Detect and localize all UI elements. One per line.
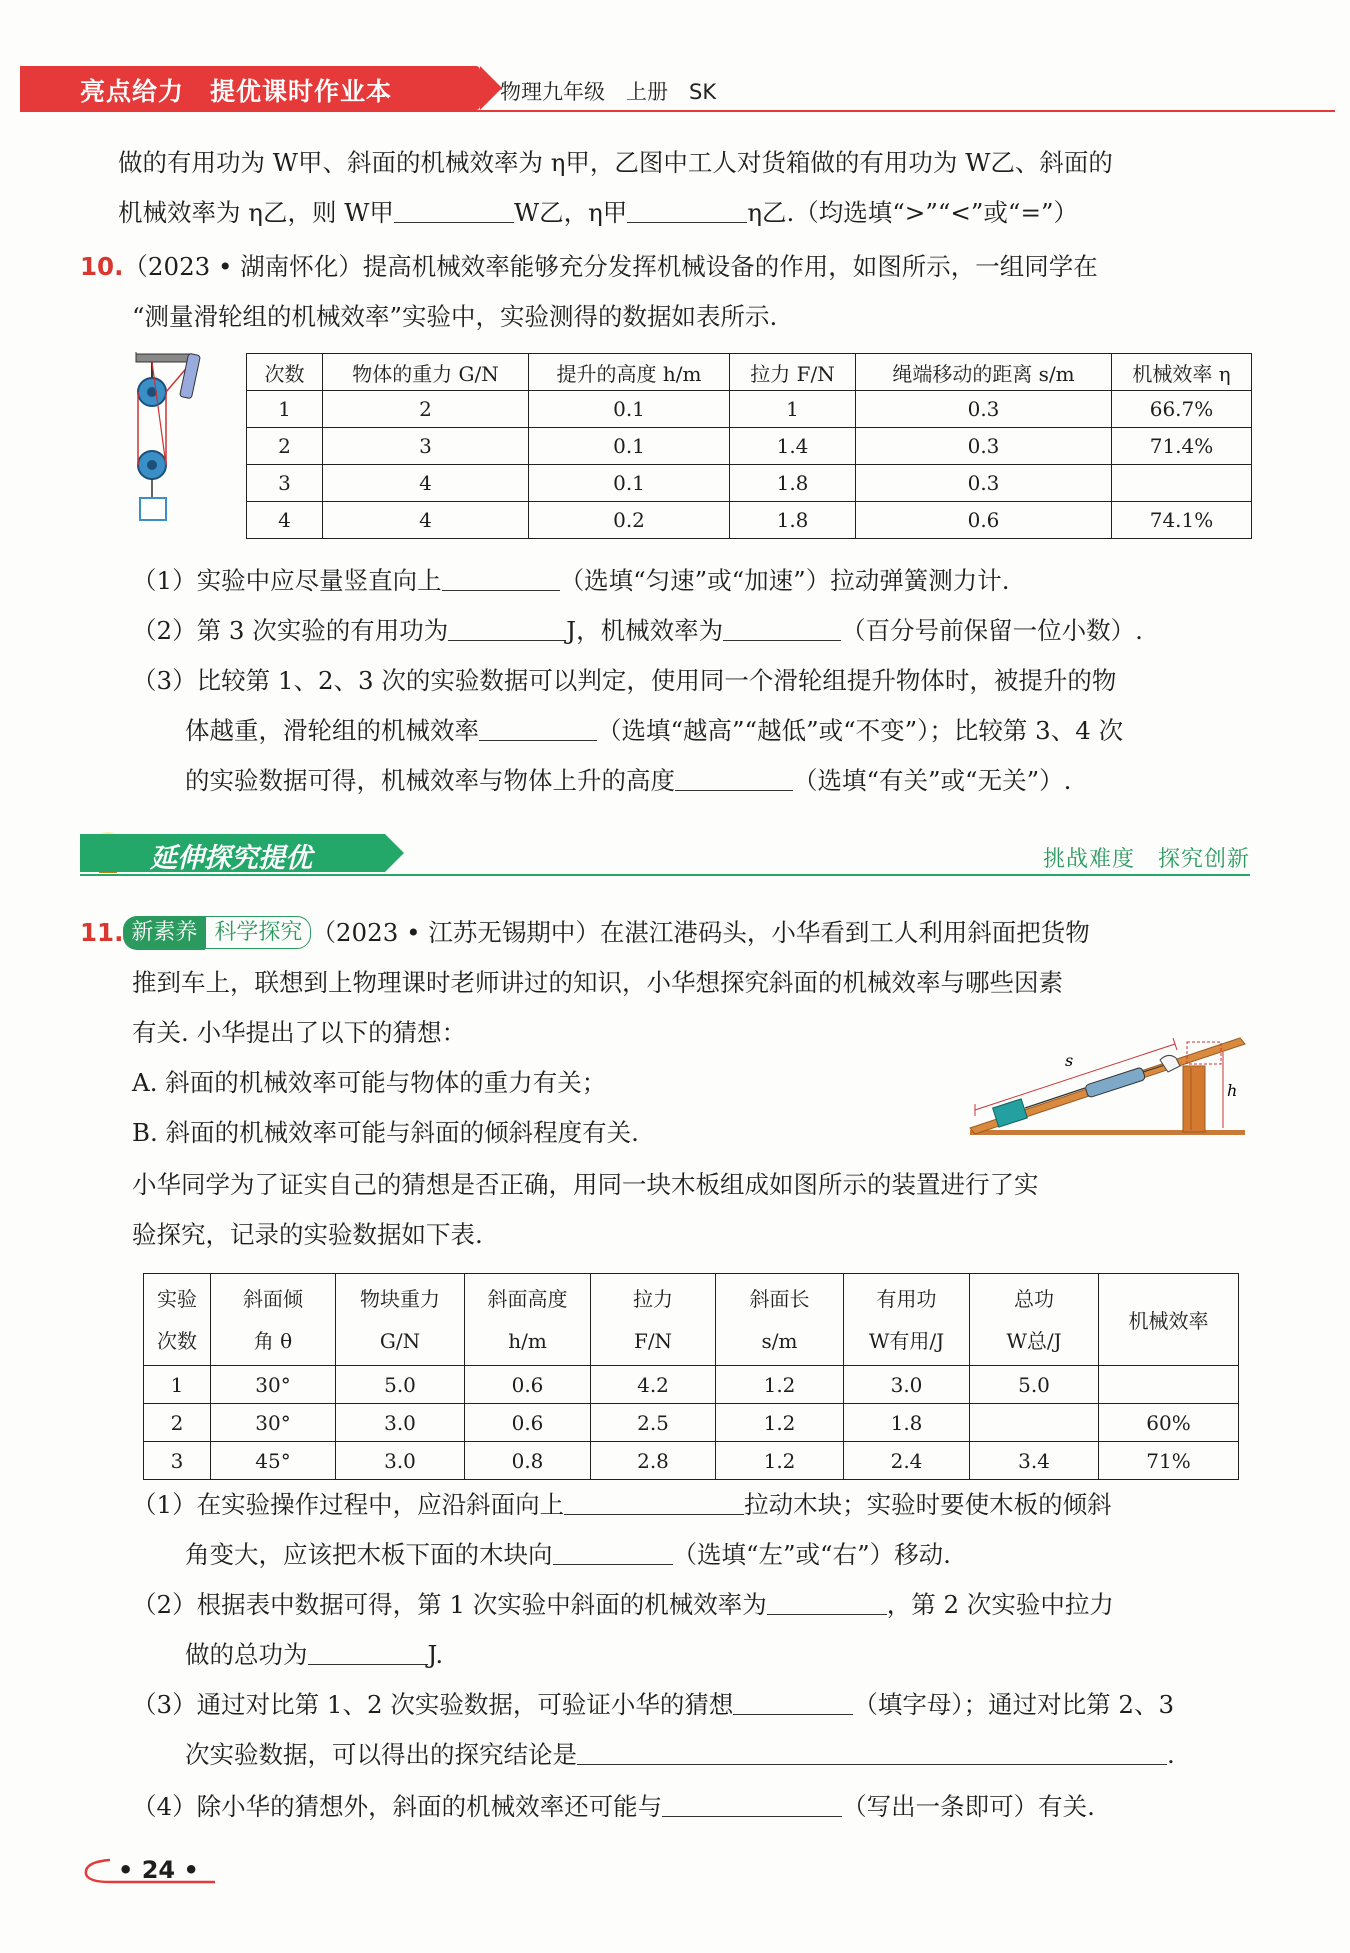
answer-blank[interactable] xyxy=(675,762,793,791)
guess-a: A. 斜面的机械效率可能与物体的重力有关； xyxy=(132,1068,607,1097)
book-brand: 亮点给力 提优课时作业本 xyxy=(80,77,393,106)
table-cell: 2.8 xyxy=(591,1442,716,1480)
question-number: 11. xyxy=(80,918,124,947)
table-cell: 4 xyxy=(323,502,529,539)
column-header: 拉力 F/N xyxy=(730,354,856,391)
table-cell: 30° xyxy=(211,1366,336,1404)
page-number: • 24 • xyxy=(118,1856,199,1884)
column-header: 次数 xyxy=(247,354,323,391)
table-cell: 2 xyxy=(247,428,323,465)
column-header: 有用功 W有用/J xyxy=(844,1274,970,1366)
header-rule xyxy=(20,110,1335,112)
q11-part2-line2: 做的总功为 J. xyxy=(185,1630,443,1680)
answer-blank[interactable] xyxy=(308,1636,428,1665)
table-cell: 1 xyxy=(144,1366,211,1404)
table-cell: 0.6 xyxy=(465,1404,591,1442)
column-header: 总功 W总/J xyxy=(970,1274,1099,1366)
table-cell: 0.1 xyxy=(529,391,730,428)
q11-line4: 小华同学为了证实自己的猜想是否正确，用同一块木板组成如图所示的装置进行了实 xyxy=(132,1170,1039,1199)
answer-blank[interactable] xyxy=(733,1686,853,1715)
q10-line1: 10.（2023 • 湖南怀化）提高机械效率能够充分发挥机械设备的作用，如图所示，一组同学在 xyxy=(80,252,1098,281)
table-row xyxy=(247,391,1252,428)
column-header: 拉力 F/N xyxy=(591,1274,716,1366)
pulley-data-table xyxy=(246,353,1252,539)
column-header: 绳端移动的距离 s/m xyxy=(856,354,1112,391)
q10-part1: （1）实验中应尽量竖直向上 （选填“匀速”或“加速”）拉动弹簧测力计. xyxy=(132,556,1009,606)
science-inquiry-badge: 科学探究 xyxy=(205,916,311,949)
table-cell: 3 xyxy=(247,465,323,502)
q9-line1: 做的有用功为 W甲、斜面的机械效率为 η甲，乙图中工人对货箱做的有用功为 W乙、斜面的 xyxy=(118,148,1113,177)
table-row xyxy=(144,1366,1239,1404)
q11-part1-line1: （1）在实验操作过程中，应沿斜面向上 拉动木块；实验时要使木板的倾斜 xyxy=(132,1480,1112,1530)
answer-blank[interactable] xyxy=(577,1736,1167,1765)
table-cell: 1 xyxy=(247,391,323,428)
table-cell: 45° xyxy=(211,1442,336,1480)
table-cell-blank[interactable] xyxy=(970,1404,1099,1442)
table-cell-blank[interactable] xyxy=(1099,1366,1239,1404)
table-cell: 0.3 xyxy=(856,465,1112,502)
table-cell: 60% xyxy=(1099,1404,1239,1442)
q11-line1: 11. 新素养 科学探究 （2023 • 江苏无锡期中）在湛江港码头，小华看到工人利用斜面把货物 xyxy=(80,908,1090,958)
book-subject: 物理九年级 上册 SK xyxy=(500,80,717,104)
table-cell: 0.6 xyxy=(465,1366,591,1404)
table-cell: 0.6 xyxy=(856,502,1112,539)
q11-part3-line2: 次实验数据，可以得出的探究结论是 . xyxy=(185,1730,1175,1780)
table-cell: 30° xyxy=(211,1404,336,1442)
section-subtitle: 挑战难度 探究创新 xyxy=(1042,847,1250,872)
table-cell: 3 xyxy=(323,428,529,465)
table-cell: 1.4 xyxy=(730,428,856,465)
column-header: 物块重力 G/N xyxy=(336,1274,465,1366)
q10-part3-line2: 体越重，滑轮组的机械效率 （选填“越高”“越低”或“不变”）；比较第 3、4 次 xyxy=(185,706,1123,756)
table-cell-blank[interactable] xyxy=(1112,465,1252,502)
table-cell: 71% xyxy=(1099,1442,1239,1480)
table-cell: 1 xyxy=(730,391,856,428)
table-cell: 1.8 xyxy=(730,502,856,539)
column-header: 实验 次数 xyxy=(144,1274,211,1366)
answer-blank[interactable] xyxy=(394,194,514,223)
q10-part3-line1: （3）比较第 1、2、3 次的实验数据可以判定，使用同一个滑轮组提升物体时，被提升的物 xyxy=(132,666,1117,695)
table-cell: 3.0 xyxy=(336,1404,465,1442)
answer-blank[interactable] xyxy=(479,712,597,741)
table-cell: 5.0 xyxy=(336,1366,465,1404)
table-row xyxy=(247,428,1252,465)
section-title: 延伸探究提优 xyxy=(150,843,312,874)
q10-part3-line3: 的实验数据可得，机械效率与物体上升的高度 （选填“有关”或“无关”）. xyxy=(185,756,1071,806)
table-cell: 5.0 xyxy=(970,1366,1099,1404)
answer-blank[interactable] xyxy=(723,612,841,641)
table-cell: 2 xyxy=(323,391,529,428)
length-label-s: s xyxy=(1065,1051,1074,1070)
q10-part2: （2）第 3 次实验的有用功为 J，机械效率为 （百分号前保留一位小数）. xyxy=(132,606,1143,656)
answer-blank[interactable] xyxy=(553,1536,673,1565)
q11-line3: 有关. 小华提出了以下的猜想： xyxy=(132,1018,467,1047)
answer-blank[interactable] xyxy=(767,1586,887,1615)
table-cell: 66.7% xyxy=(1112,391,1252,428)
table-cell: 4 xyxy=(323,465,529,502)
q11-part3-line1: （3）通过对比第 1、2 次实验数据，可验证小华的猜想 （填字母）；通过对比第 2、3 xyxy=(132,1680,1174,1730)
column-header: 机械效率 η xyxy=(1112,354,1252,391)
table-cell: 0.1 xyxy=(529,428,730,465)
q10-line2: “测量滑轮组的机械效率”实验中，实验测得的数据如表所示. xyxy=(132,302,778,331)
question-number: 10. xyxy=(80,252,124,281)
table-cell: 4 xyxy=(247,502,323,539)
column-header: 斜面倾 角 θ xyxy=(211,1274,336,1366)
column-header: 斜面长 s/m xyxy=(716,1274,844,1366)
q11-line5: 验探究，记录的实验数据如下表. xyxy=(132,1220,483,1249)
table-cell: 0.3 xyxy=(856,391,1112,428)
table-cell: 0.3 xyxy=(856,428,1112,465)
table-cell: 0.8 xyxy=(465,1442,591,1480)
table-header-row xyxy=(247,354,1252,391)
table-row xyxy=(144,1404,1239,1442)
section-rule xyxy=(80,874,1250,876)
answer-blank[interactable] xyxy=(564,1486,744,1515)
table-cell: 71.4% xyxy=(1112,428,1252,465)
q11-part1-line2: 角变大，应该把木板下面的木块向 （选填“左”或“右”）移动. xyxy=(185,1530,951,1580)
table-cell: 3.4 xyxy=(970,1442,1099,1480)
column-header: 机械效率 xyxy=(1099,1274,1239,1366)
table-cell: 1.2 xyxy=(716,1442,844,1480)
answer-blank[interactable] xyxy=(448,612,566,641)
table-cell: 1.8 xyxy=(844,1404,970,1442)
table-cell: 1.8 xyxy=(730,465,856,502)
answer-blank[interactable] xyxy=(662,1788,842,1817)
q11-line2: 推到车上，联想到上物理课时老师讲过的知识，小华想探究斜面的机械效率与哪些因素 xyxy=(132,968,1063,997)
table-cell: 0.2 xyxy=(529,502,730,539)
table-cell: 1.2 xyxy=(716,1404,844,1442)
table-cell: 4.2 xyxy=(591,1366,716,1404)
new-literacy-badge: 新素养 xyxy=(123,916,205,950)
height-label-h: h xyxy=(1227,1081,1238,1100)
table-row xyxy=(144,1442,1239,1480)
incline-data-table xyxy=(143,1273,1239,1480)
table-header-row xyxy=(144,1274,1239,1366)
guess-b: B. 斜面的机械效率可能与斜面的倾斜程度有关. xyxy=(132,1118,639,1147)
table-cell: 2.5 xyxy=(591,1404,716,1442)
table-cell: 0.1 xyxy=(529,465,730,502)
pulley-system-figure xyxy=(128,350,213,530)
column-header: 斜面高度 h/m xyxy=(465,1274,591,1366)
table-cell: 2.4 xyxy=(844,1442,970,1480)
table-row xyxy=(247,465,1252,502)
incline-setup-figure xyxy=(955,1030,1255,1140)
table-cell: 3 xyxy=(144,1442,211,1480)
table-cell: 3.0 xyxy=(336,1442,465,1480)
table-cell: 3.0 xyxy=(844,1366,970,1404)
q11-part2-line1: （2）根据表中数据可得，第 1 次实验中斜面的机械效率为 ，第 2 次实验中拉力 xyxy=(132,1580,1114,1630)
q9-line2: 机械效率为 η乙，则 W甲 W乙，η甲 η乙.（均选填“>”“<”或“=”） xyxy=(118,188,1078,238)
answer-blank[interactable] xyxy=(627,194,747,223)
table-cell: 74.1% xyxy=(1112,502,1252,539)
q11-part4: （4）除小华的猜想外，斜面的机械效率还可能与 （写出一条即可）有关. xyxy=(132,1782,1095,1832)
answer-blank[interactable] xyxy=(442,562,560,591)
table-cell: 2 xyxy=(144,1404,211,1442)
column-header: 提升的高度 h/m xyxy=(529,354,730,391)
column-header: 物体的重力 G/N xyxy=(323,354,529,391)
table-row xyxy=(247,502,1252,539)
table-cell: 1.2 xyxy=(716,1366,844,1404)
